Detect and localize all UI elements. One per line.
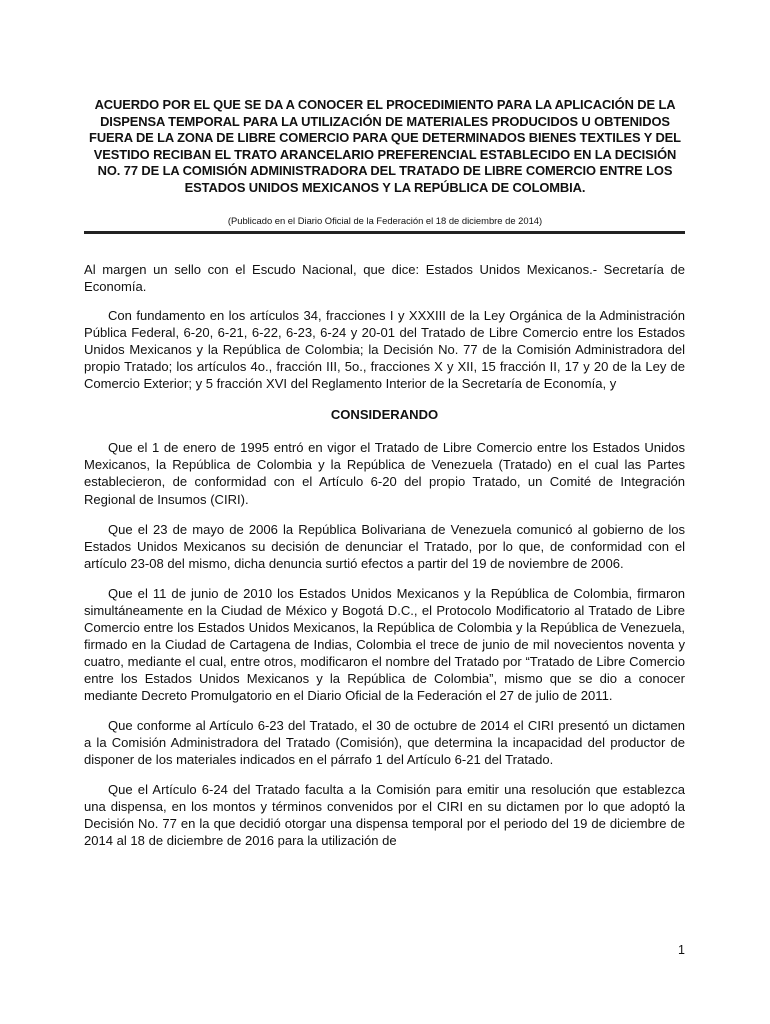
considerando-paragraph-2: Que el 23 de mayo de 2006 la República Bolivariana de Venezuela comunicó al gobierno de los Estados Unidos Mexicanos su decisión de denunciar el Tratado, por lo que, de conformidad con el artículo 23-08 del mismo, dicha denuncia surtió efectos a partir del 19 de noviembre de 2006. bbox=[84, 521, 685, 571]
margin-note-paragraph: Al margen un sello con el Escudo Nacional, que dice: Estados Unidos Mexicanos.- Secretaría de Economía. bbox=[84, 262, 685, 295]
considerando-paragraph-3: Que el 11 de junio de 2010 los Estados Unidos Mexicanos y la República de Colombia, firmaron simultáneamente en la Ciudad de México y Bogotá D.C., el Protocolo Modificatorio al Tratado de Libre Comercio entre los Estados Unidos Mexicanos, la República de Colombia y la República de Venezuela, firmado en la Ciudad de Cartagena de Indias, Colombia el trece de junio de mil novecientos noventa y cuatro, mediante el cual, entre otros, modificaron el nombre del Tratado por “Tratado de Libre Comercio entre los Estados Unidos Mexicanos y la República de Colombia”, mismo que se dio a conocer mediante Decreto Promulgatorio en el Diario Oficial de la Federación el 27 de julio de 2011. bbox=[84, 585, 685, 703]
title-divider bbox=[84, 231, 685, 234]
document-body bbox=[84, 261, 685, 849]
document-title: ACUERDO POR EL QUE SE DA A CONOCER EL PROCEDIMIENTO PARA LA APLICACIÓN DE LA DISPENSA TEMPORAL PARA LA UTILIZACIÓN DE MATERIALES PRODUCIDOS U OBTENIDOS FUERA DE LA ZONA DE LIBRE COMERCIO PARA QUE DETERMINADOS BIENES TEXTILES Y DEL VESTIDO RECIBAN EL TRATO ARANCELARIO PREFERENCIAL ESTABLECIDO EN LA DECISIÓN NO. 77 DE LA COMISIÓN ADMINISTRADORA DEL TRATADO DE LIBRE COMERCIO ENTRE LOS ESTADOS UNIDOS MEXICANOS Y LA REPÚBLICA DE COLOMBIA. bbox=[89, 97, 681, 195]
considerando-paragraph-5: Que el Artículo 6-24 del Tratado faculta a la Comisión para emitir una resolución que establezca una dispensa, en los montos y términos convenidos por el CIRI en su dictamen por lo que adoptó la Decisión No. 77 en la que decidió otorgar una dispensa temporal por el periodo del 19 de diciembre de 2014 al 18 de diciembre de 2016 para la utilización de bbox=[84, 782, 685, 849]
page-number: 1 bbox=[678, 943, 685, 957]
preamble-paragraph: Con fundamento en los artículos 34, fracciones I y XXXIII de la Ley Orgánica de la Administración Pública Federal, 6-20, 6-21, 6-22, 6-23, 6-24 y 20-01 del Tratado de Libre Comercio entre los Estados Unidos Mexicanos y la República de Colombia; la Decisión No. 77 de la Comisión Administradora del propio Tratado; los artículos 4o., fracción III, 5o., fracciones X y XII, 15 fracción II, 17 y 20 de la Ley de Comercio Exterior; y 5 fracción XVI del Reglamento Interior de la Secretaría de Economía, y bbox=[84, 308, 685, 392]
section-heading: CONSIDERANDO bbox=[330, 407, 439, 423]
considerando-paragraph-1: Que el 1 de enero de 1995 entró en vigor el Tratado de Libre Comercio entre los Estados Unidos Mexicanos, la República de Colombia y la República de Venezuela (Tratado) en el cual las Partes establecieron, de conformidad con el Artículo 6-20 del propio Tratado, un Comité de Integración Regional de Insumos (CIRI). bbox=[84, 440, 685, 507]
publication-note: (Publicado en el Diario Oficial de la Federación el 18 de diciembre de 2014) bbox=[227, 215, 543, 226]
considerando-paragraph-4: Que conforme al Artículo 6-23 del Tratado, el 30 de octubre de 2014 el CIRI presentó un dictamen a la Comisión Administradora del Tratado (Comisión), que determina la incapacidad del productor de disponer de los materiales indicados en el párrafo 1 del Artículo 6-21 del Tratado. bbox=[84, 718, 685, 768]
